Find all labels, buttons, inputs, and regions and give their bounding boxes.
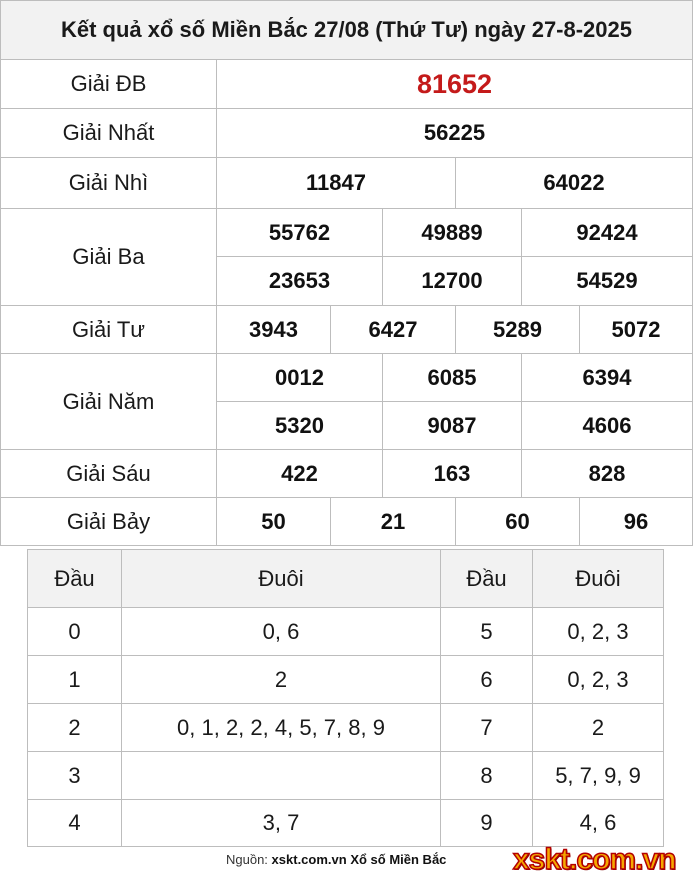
special-prize-number: 81652 <box>416 68 493 99</box>
loto-tail-digits: 5, 7, 9, 9 <box>555 762 641 788</box>
loto-tail-digits: 0, 1, 2, 2, 4, 5, 7, 8, 9 <box>177 714 385 740</box>
loto-head-digit: 9 <box>480 810 493 835</box>
loto-table <box>27 549 664 847</box>
prize-number: 96 <box>623 508 649 534</box>
loto-tail-digits: 3, 7 <box>262 810 300 835</box>
loto-row <box>28 656 663 703</box>
loto-tail-digits: 0, 6 <box>262 618 300 644</box>
prize-row-second <box>0 158 693 209</box>
prize-label: Giải Năm <box>1 354 217 449</box>
divider <box>521 209 522 305</box>
prize-number: 5320 <box>275 412 324 438</box>
prize-number: 55762 <box>268 220 331 245</box>
prize-row-sixth <box>0 450 693 498</box>
loto-head-digit: 4 <box>68 810 81 835</box>
loto-header: Đầu <box>466 565 507 591</box>
loto-tail-digits: 0, 2, 3 <box>567 666 629 692</box>
source-credit <box>226 852 446 867</box>
loto-header: Đầu <box>54 565 95 591</box>
prize-number: 92424 <box>576 220 638 245</box>
prize-number: 6394 <box>582 364 632 390</box>
loto-head-digit: 3 <box>68 762 81 788</box>
divider <box>440 550 441 846</box>
loto-head-digit: 8 <box>480 762 493 788</box>
loto-head-digit: 2 <box>68 714 81 740</box>
loto-tail-digits: 2 <box>274 666 288 692</box>
source-link[interactable]: xskt.com.vn <box>271 852 347 867</box>
loto-head-digit: 7 <box>480 714 493 740</box>
loto-head-digit: 1 <box>68 666 81 692</box>
prize-number: 56225 <box>423 120 486 145</box>
prize-row-fifth <box>0 354 693 450</box>
prize-number: 49889 <box>421 220 483 245</box>
site-logo[interactable]: xskt.com.vn <box>513 843 676 876</box>
prize-label: Giải Ba <box>1 209 217 305</box>
loto-row <box>28 800 663 846</box>
divider <box>121 550 122 846</box>
loto-head-digit: 0 <box>68 618 81 644</box>
prize-number: 21 <box>380 508 406 534</box>
prize-label: Giải Bảy <box>1 498 217 545</box>
prize-label: Giải Tư <box>1 306 217 353</box>
prize-number: 54529 <box>576 268 638 293</box>
prize-number: 60 <box>505 508 530 534</box>
loto-tail-digits: 4, 6 <box>579 810 617 835</box>
page-title: Kết quả xổ số Miền Bắc 27/08 (Thứ Tư) ngày 27-8-2025 <box>0 0 693 60</box>
loto-row <box>28 752 663 799</box>
prize-row-fourth <box>0 306 693 354</box>
prize-number: 0012 <box>275 364 324 390</box>
prize-label: Giải Sáu <box>1 450 217 497</box>
divider <box>532 550 533 846</box>
prize-number: 11847 <box>306 170 366 195</box>
loto-tail-digits: 2 <box>591 714 605 740</box>
divider <box>521 354 522 449</box>
loto-header: Đuôi <box>575 565 621 591</box>
prize-number: 12700 <box>421 268 483 293</box>
prize-number: 163 <box>433 460 471 486</box>
prize-label: Giải Nhì <box>1 158 217 208</box>
prize-number: 4606 <box>582 412 632 438</box>
divider <box>382 354 383 449</box>
prize-number: 6427 <box>368 316 418 342</box>
prize-row-seventh <box>0 498 693 546</box>
prize-number: 422 <box>281 460 318 486</box>
loto-row <box>28 608 663 655</box>
prize-number: 828 <box>588 460 626 486</box>
prize-number: 6085 <box>427 364 477 390</box>
prize-label: Giải ĐB <box>1 60 217 108</box>
divider <box>382 209 383 305</box>
prize-number: 50 <box>261 508 286 534</box>
prize-row-third <box>0 209 693 306</box>
prize-number: 23653 <box>268 268 331 293</box>
prize-number: 5289 <box>493 316 542 342</box>
loto-header: Đuôi <box>258 565 304 591</box>
loto-header-row <box>28 550 663 607</box>
prize-label: Giải Nhất <box>1 109 217 157</box>
prize-number: 3943 <box>249 316 298 342</box>
loto-tail-digits <box>122 752 440 799</box>
prize-row-first <box>0 109 693 158</box>
loto-tail-digits: 0, 2, 3 <box>567 618 629 644</box>
prize-number: 9087 <box>427 412 477 438</box>
prize-number: 5072 <box>611 316 661 342</box>
loto-row <box>28 704 663 751</box>
loto-head-digit: 5 <box>480 618 493 644</box>
loto-head-digit: 6 <box>480 666 493 692</box>
prize-row-special <box>0 60 693 109</box>
source-prefix: Nguồn: <box>226 852 268 867</box>
prize-number: 64022 <box>543 170 605 195</box>
source-name: Xổ số Miền Bắc <box>350 852 447 867</box>
